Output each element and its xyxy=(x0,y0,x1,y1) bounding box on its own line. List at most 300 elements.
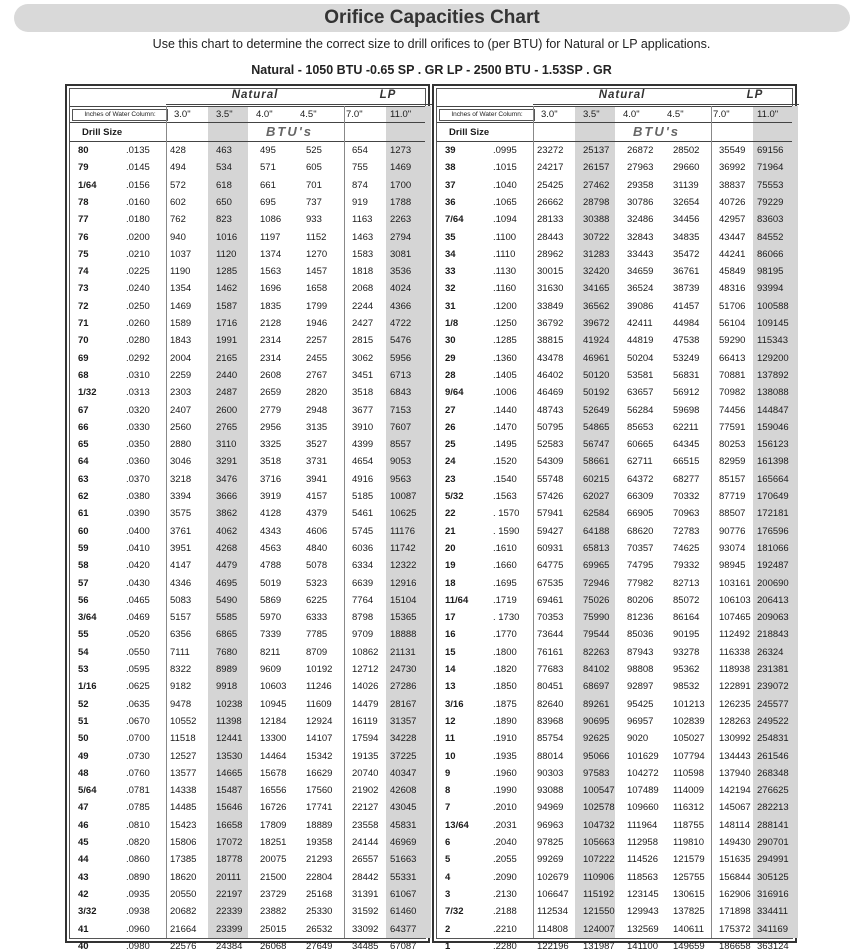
drill-size: 28 xyxy=(445,369,456,381)
btu-value: 36524 xyxy=(627,283,654,295)
btu-value: 2257 xyxy=(306,335,328,347)
btu-value: 11246 xyxy=(306,681,332,693)
btu-value: 1270 xyxy=(306,248,328,260)
btu-value: 701 xyxy=(306,179,322,191)
btu-value: 18620 xyxy=(170,871,197,883)
btu-value: 50192 xyxy=(583,387,610,399)
table-row xyxy=(437,315,792,332)
btu-value: 6639 xyxy=(352,577,374,589)
btu-value: 5083 xyxy=(170,594,192,606)
drill-size: 18 xyxy=(445,577,456,589)
btu-value: 114009 xyxy=(673,785,704,797)
drill-size: 5 xyxy=(445,854,451,866)
btu-value: 290701 xyxy=(757,837,789,848)
table-row xyxy=(70,678,425,695)
btu-value: 3046 xyxy=(170,456,192,468)
btu-value: 26532 xyxy=(306,923,333,935)
btu-value: 4722 xyxy=(390,318,412,329)
left-table-body xyxy=(69,88,426,951)
btu-value: 118563 xyxy=(627,871,658,883)
drill-size: 4 xyxy=(445,871,451,883)
btu-value: 64188 xyxy=(583,525,610,537)
btu-value: 4346 xyxy=(170,577,192,589)
btu-value: 31139 xyxy=(673,179,699,191)
btu-value: 61067 xyxy=(390,888,417,900)
btu-value: 93074 xyxy=(719,542,746,554)
drill-size: 50 xyxy=(78,733,89,745)
drill-size: 5/64 xyxy=(78,785,97,797)
drill-size: 59 xyxy=(78,542,89,554)
drill-size: 26 xyxy=(445,421,456,433)
btu-value: 171898 xyxy=(719,906,751,918)
btu-value: 4062 xyxy=(216,525,238,537)
btu-value: 3716 xyxy=(260,473,282,485)
table-row xyxy=(437,938,792,951)
water-column-value: 4.0" xyxy=(623,109,640,120)
btu-value: 1086 xyxy=(260,214,282,226)
btu-value: 4147 xyxy=(170,560,192,572)
drill-size: 70 xyxy=(78,335,89,347)
btu-value: 118938 xyxy=(719,664,750,675)
drill-size: 66 xyxy=(78,421,89,433)
btu-value: 46961 xyxy=(583,352,610,364)
table-row xyxy=(70,696,425,713)
drill-size: 1/16 xyxy=(78,681,97,693)
btu-value: 57426 xyxy=(537,491,564,502)
btu-value: 40726 xyxy=(719,196,746,208)
btu-value: 23558 xyxy=(352,819,379,831)
btu-value: 69461 xyxy=(537,594,564,606)
btu-value: 6225 xyxy=(306,594,328,606)
btu-value: 46469 xyxy=(537,387,564,399)
btu-value: 31283 xyxy=(583,248,610,260)
drill-size: 20 xyxy=(445,542,456,554)
decimal-size: .0292 xyxy=(126,352,150,364)
btu-value: 2779 xyxy=(260,404,282,416)
decimal-size: .1040 xyxy=(493,179,517,191)
btu-value: 62584 xyxy=(583,508,610,520)
btu-value: 24217 xyxy=(537,162,564,174)
btu-value: 7153 xyxy=(390,404,412,416)
decimal-size: .1990 xyxy=(493,785,517,797)
btu-value: 25015 xyxy=(260,923,287,935)
drill-size: 57 xyxy=(78,577,89,589)
btu-value: 1037 xyxy=(170,248,192,260)
decimal-size: .0960 xyxy=(126,923,150,935)
drill-size: 58 xyxy=(78,560,89,572)
table-row xyxy=(437,402,792,419)
btu-value: 149659 xyxy=(673,940,705,951)
btu-value: 5019 xyxy=(260,577,282,589)
btu-value: 4654 xyxy=(352,456,374,468)
btu-value: 9053 xyxy=(390,456,412,468)
decimal-size: .1100 xyxy=(493,231,517,243)
btu-value: 90695 xyxy=(583,715,610,727)
btu-value: 70963 xyxy=(673,508,700,520)
btu-value: 12527 xyxy=(170,750,197,762)
decimal-size: .0420 xyxy=(126,560,150,572)
btu-value: 68697 xyxy=(583,681,610,693)
btu-value: 21131 xyxy=(390,646,416,658)
btu-value: 1843 xyxy=(170,335,192,347)
btu-value: 132569 xyxy=(627,923,659,935)
btu-value: 14479 xyxy=(352,698,379,710)
btu-value: 2600 xyxy=(216,404,238,416)
btu-value: 1589 xyxy=(170,318,192,329)
btu-value: 27963 xyxy=(627,162,654,174)
drill-size: 38 xyxy=(445,162,456,174)
btu-value: 85754 xyxy=(537,733,564,745)
btu-value: 1587 xyxy=(216,300,238,312)
decimal-size: .0520 xyxy=(126,629,150,641)
btu-value: 27462 xyxy=(583,179,610,191)
btu-value: 60931 xyxy=(537,542,564,554)
btu-value: 33443 xyxy=(627,248,654,260)
drill-size: 51 xyxy=(78,715,89,727)
btu-value: 62027 xyxy=(583,491,610,502)
btu-value: 42608 xyxy=(390,785,417,797)
btu-value: 1285 xyxy=(216,266,238,278)
table-row xyxy=(437,782,792,799)
btu-value: 16726 xyxy=(260,802,287,814)
btu-value: 80206 xyxy=(627,594,654,606)
btu-value: 46402 xyxy=(537,369,564,381)
decimal-size: .0135 xyxy=(126,145,150,156)
btu-value: 98532 xyxy=(673,681,700,693)
water-column-row xyxy=(437,106,792,123)
decimal-size: .1285 xyxy=(493,335,517,347)
decimal-size: .1130 xyxy=(493,266,517,278)
btu-value: 34228 xyxy=(390,733,417,745)
table-row xyxy=(70,851,425,868)
btu-value: 137892 xyxy=(757,369,789,381)
decimal-size: .1960 xyxy=(493,767,517,779)
btu-value: 137940 xyxy=(719,767,751,779)
btu-value: 1462 xyxy=(216,283,238,295)
table-row xyxy=(437,834,792,851)
decimal-size: .0380 xyxy=(126,491,150,502)
btu-value: 69156 xyxy=(757,145,784,156)
btu-value: 32420 xyxy=(583,266,610,278)
water-column-value: 7.0" xyxy=(713,109,730,120)
drill-size: 1/64 xyxy=(78,179,97,191)
btu-value: 79544 xyxy=(583,629,610,641)
btu-value: 41457 xyxy=(673,300,700,312)
btu-value: 3575 xyxy=(170,508,192,520)
btu-value: 151635 xyxy=(719,854,751,866)
btu-value: 156844 xyxy=(719,871,751,883)
drill-size: 5/32 xyxy=(445,491,464,502)
btu-value: 1190 xyxy=(170,266,191,278)
btu-value: 122891 xyxy=(719,681,751,693)
drill-size: 78 xyxy=(78,196,89,208)
btu-value: 123145 xyxy=(627,888,659,900)
table-row xyxy=(437,886,792,903)
btu-value: 90303 xyxy=(537,767,564,779)
btu-value: 4024 xyxy=(390,283,412,295)
btu-value: 62211 xyxy=(673,421,699,433)
btu-value: 2068 xyxy=(352,283,374,295)
btu-value: 13530 xyxy=(216,750,243,762)
btu-value: 737 xyxy=(306,196,322,208)
decimal-size: .1360 xyxy=(493,352,517,364)
btu-value: 2128 xyxy=(260,318,282,329)
drill-size-header: Drill Size xyxy=(449,127,490,138)
btu-value: 126235 xyxy=(719,698,751,710)
btu-value: 33849 xyxy=(537,300,564,312)
btu-value: 69965 xyxy=(583,560,610,572)
drill-size: 40 xyxy=(78,940,89,951)
decimal-size: .0670 xyxy=(126,715,150,727)
btu-value: 3518 xyxy=(260,456,282,468)
btu-value: 55748 xyxy=(537,473,564,485)
btu-value: 9478 xyxy=(170,698,192,710)
btu-value: 10945 xyxy=(260,698,287,710)
btu-value: 71964 xyxy=(757,162,784,174)
btu-value: 5745 xyxy=(352,525,374,537)
btu-value: 55331 xyxy=(390,871,417,883)
decimal-size: .1405 xyxy=(493,369,517,381)
decimal-size: . 1730 xyxy=(493,612,520,624)
btu-value: 15806 xyxy=(170,837,197,848)
table-row xyxy=(437,575,792,592)
drill-size: 35 xyxy=(445,231,456,243)
btu-value: 495 xyxy=(260,145,276,156)
table-row xyxy=(70,869,425,886)
water-column-value: 3.5" xyxy=(583,109,600,120)
btu-value: 74795 xyxy=(627,560,654,572)
btu-value: 22804 xyxy=(306,871,333,883)
btu-value: 8798 xyxy=(352,612,374,624)
btu-value: 209063 xyxy=(757,612,789,624)
btu-value: 176596 xyxy=(757,525,789,537)
drill-size: 3 xyxy=(445,888,451,900)
decimal-size: .1610 xyxy=(493,542,517,554)
btu-value: 142194 xyxy=(719,785,751,797)
btu-value: 218843 xyxy=(757,629,789,641)
btu-value: 4379 xyxy=(306,508,328,520)
btu-value: 305125 xyxy=(757,871,789,883)
btu-value: 571 xyxy=(260,162,276,174)
btu-value: 3919 xyxy=(260,491,282,502)
btu-value: 36792 xyxy=(537,318,564,329)
table-row xyxy=(70,799,425,816)
drill-size: 45 xyxy=(78,837,89,848)
btu-value: 3536 xyxy=(390,266,412,278)
btu-value: 107465 xyxy=(719,612,751,624)
btu-value: 5323 xyxy=(306,577,328,589)
btu-value: 20111 xyxy=(216,871,242,883)
table-row xyxy=(70,471,425,488)
btu-value: 7764 xyxy=(352,594,374,606)
btu-value: 3110 xyxy=(216,439,237,451)
table-row xyxy=(70,402,425,419)
drill-size: 54 xyxy=(78,646,89,658)
table-row xyxy=(437,903,792,920)
btu-value: 44241 xyxy=(719,248,746,260)
btu-value: 107489 xyxy=(627,785,659,797)
btu-value: 9182 xyxy=(170,681,192,693)
btu-value: 3666 xyxy=(216,491,238,502)
btu-value: 3291 xyxy=(216,456,238,468)
btu-value: 28167 xyxy=(390,698,417,710)
water-column-value: 7.0" xyxy=(346,109,363,120)
btu-value: 137825 xyxy=(673,906,705,918)
btu-value: 92897 xyxy=(627,681,654,693)
btu-value: 2440 xyxy=(216,369,238,381)
btu-value: 48316 xyxy=(719,283,746,295)
btu-value: 3910 xyxy=(352,421,374,433)
btu-value: 75990 xyxy=(583,612,610,624)
btu-value: 5078 xyxy=(306,560,328,572)
btu-value: 82713 xyxy=(673,577,700,589)
table-row xyxy=(70,713,425,730)
decimal-size: .0890 xyxy=(126,871,150,883)
table-row xyxy=(70,142,425,159)
btu-value: 8709 xyxy=(306,646,328,658)
table-row xyxy=(437,540,792,557)
drill-size: 67 xyxy=(78,404,89,416)
btu-value: 16629 xyxy=(306,767,333,779)
btu-value: 874 xyxy=(352,179,368,191)
water-column-value: 4.5" xyxy=(667,109,684,120)
btu-value: 3677 xyxy=(352,404,374,416)
decimal-size: .0980 xyxy=(126,940,150,951)
btu-value: 10625 xyxy=(390,508,417,520)
btu-value: 129200 xyxy=(757,352,789,364)
btu-value: 3761 xyxy=(170,525,192,537)
btu-value: 316916 xyxy=(757,888,789,900)
drill-size: 31 xyxy=(445,300,456,312)
table-row xyxy=(70,782,425,799)
btu-value: 44984 xyxy=(673,318,700,329)
btu-value: 28443 xyxy=(537,231,564,243)
table-row xyxy=(437,609,792,626)
btu-value: 5185 xyxy=(352,491,374,502)
btu-value: 2314 xyxy=(260,335,282,347)
btu-value: 79229 xyxy=(757,196,784,208)
btu-value: 7785 xyxy=(306,629,328,641)
table-row xyxy=(437,436,792,453)
btu-value: 22339 xyxy=(216,906,243,918)
drill-size: 72 xyxy=(78,300,89,312)
drill-size: 43 xyxy=(78,871,89,883)
btu-value: 87719 xyxy=(719,491,746,502)
water-column-value: 11.0" xyxy=(390,109,412,120)
water-column-value: 4.0" xyxy=(256,109,273,120)
table-row xyxy=(70,609,425,626)
btu-value: 64377 xyxy=(390,923,417,935)
btu-value: 26557 xyxy=(352,854,379,866)
btu-value: 22127 xyxy=(352,802,379,814)
btu-value: 28962 xyxy=(537,248,564,260)
btu-value: 15423 xyxy=(170,819,197,831)
btu-value: 31391 xyxy=(352,888,379,900)
btu-value: 75553 xyxy=(757,179,784,191)
btu-value: 762 xyxy=(170,214,186,226)
btu-value: 77683 xyxy=(537,664,564,675)
btu-value: 74625 xyxy=(673,542,700,554)
btu-value: 1120 xyxy=(216,248,237,260)
btu-value: 14485 xyxy=(170,802,197,814)
btu-value: 97825 xyxy=(537,837,564,848)
table-row xyxy=(437,246,792,263)
drill-size: 75 xyxy=(78,248,89,260)
drill-size: 1/8 xyxy=(445,318,459,329)
water-column-value: 3.0" xyxy=(174,109,191,120)
btu-value: 20550 xyxy=(170,888,197,900)
decimal-size: .1065 xyxy=(493,196,517,208)
decimal-size: .0200 xyxy=(126,231,150,243)
btu-value: 84552 xyxy=(757,231,784,243)
table-row xyxy=(70,419,425,436)
btu-value: 47538 xyxy=(673,335,700,347)
btu-value: 605 xyxy=(306,162,322,174)
btu-value: 14665 xyxy=(216,767,243,779)
btu-value: 110598 xyxy=(673,767,704,779)
table-row xyxy=(437,142,792,159)
btu-value: 56831 xyxy=(673,369,700,381)
header-natural: Natural xyxy=(166,89,344,105)
decimal-size: .1495 xyxy=(493,439,517,451)
btu-value: 96963 xyxy=(537,819,564,831)
btu-value: 18889 xyxy=(306,819,333,831)
btu-value: 140611 xyxy=(673,923,704,935)
btu-value: 2314 xyxy=(260,352,282,364)
drill-size: 9 xyxy=(445,767,451,779)
right-table-body xyxy=(436,88,793,951)
drill-size: 37 xyxy=(445,179,456,191)
btu-value: 21664 xyxy=(170,923,197,935)
btu-value: 98808 xyxy=(627,664,654,675)
table-row xyxy=(70,575,425,592)
drill-size: 7/32 xyxy=(445,906,464,918)
btu-value: 1818 xyxy=(352,266,374,278)
decimal-size: .2010 xyxy=(493,802,517,814)
btu-value: 67087 xyxy=(390,940,417,951)
btu-value: 2259 xyxy=(170,369,192,381)
btu-value: 51663 xyxy=(390,854,417,866)
btu-value: 98945 xyxy=(719,560,746,572)
table-row xyxy=(437,592,792,609)
table-row xyxy=(70,765,425,782)
btu-value: 63657 xyxy=(627,387,654,399)
btu-value: 95066 xyxy=(583,750,610,762)
decimal-size: .0280 xyxy=(126,335,150,347)
btu-value: 14338 xyxy=(170,785,197,797)
btu-value: 294991 xyxy=(757,854,789,866)
btu-value: 2765 xyxy=(216,421,238,433)
decimal-size: .1470 xyxy=(493,421,517,433)
btu-value: 2820 xyxy=(306,387,328,399)
water-column-label: Inches of Water Column: xyxy=(72,109,168,121)
btu-value: 25137 xyxy=(583,145,610,156)
table-row xyxy=(437,298,792,315)
btu-value: 2244 xyxy=(352,300,374,312)
table-row xyxy=(437,748,792,765)
table-row xyxy=(70,488,425,505)
btu-value: 2767 xyxy=(306,369,328,381)
btu-value: 56284 xyxy=(627,404,654,416)
btu-value: 103161 xyxy=(719,577,751,589)
decimal-size: .0550 xyxy=(126,646,150,658)
chart-subtitle: Use this chart to determine the correct size to drill orifices to (per BTU) for Natural or LP applications. xyxy=(152,37,711,51)
btu-value: 107222 xyxy=(583,854,615,866)
btu-value: 106647 xyxy=(537,888,569,900)
btu-value: 8989 xyxy=(216,664,238,675)
btu-value: 64775 xyxy=(537,560,564,572)
drill-size: 79 xyxy=(78,162,89,174)
